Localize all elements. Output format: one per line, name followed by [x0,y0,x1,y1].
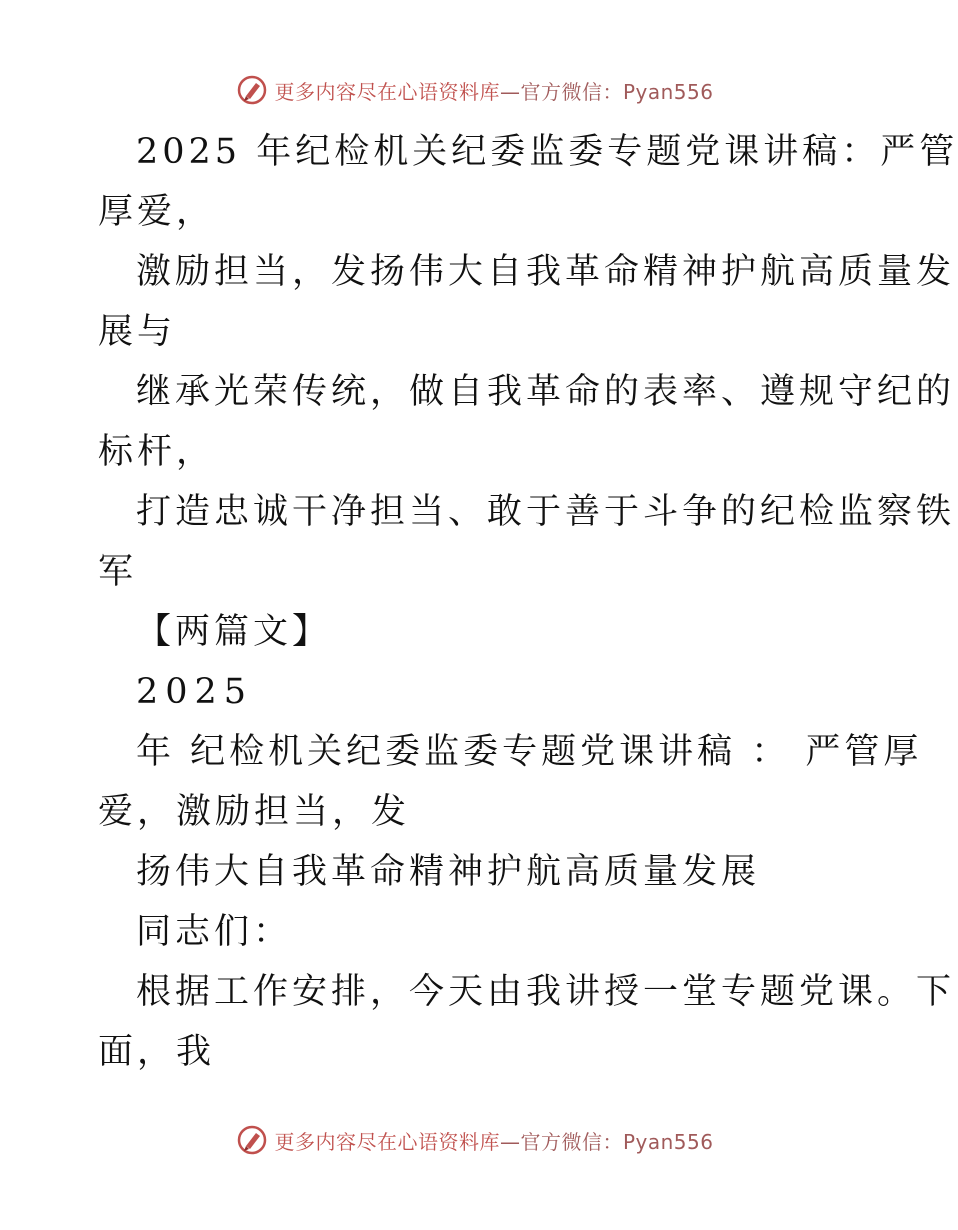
title-line-8: 军 [98,552,138,592]
year-line: 2025 [136,672,254,712]
section-label: 【两篇文】 [136,612,332,652]
title-line-5: 继承光荣传统，做自我革命的表率、遵规守纪的 [136,372,956,412]
title-line-7: 打造忠诚干净担当、敢于善于斗争的纪检监察铁 [136,492,956,532]
document-body [98,122,958,1082]
pen-logo-icon [236,74,268,106]
subtitle-line-1: 年 纪检机关纪委监委专题党课讲稿 ： 严管厚 [136,732,923,772]
title-line-1: 2025 年纪检机关纪委监委专题党课讲稿：严管 [136,132,958,172]
subtitle-line-3: 扬伟大自我革命精神护航高质量发展 [136,852,761,892]
footer-watermark [0,1120,950,1160]
subtitle-line-2: 爱，激励担当，发 [98,792,411,832]
body-line-2: 面，我 [98,1032,216,1072]
pen-logo-icon [236,1124,268,1156]
header-watermark [0,70,950,110]
title-line-4: 展与 [98,312,177,352]
watermark-text: 更多内容尽在心语资料库—官方微信：Pyan556 [274,79,714,104]
title-line-2: 厚爱， [98,192,216,232]
body-line-1: 根据工作安排，今天由我讲授一堂专题党课。下 [136,972,956,1012]
title-line-6: 标杆， [98,432,216,472]
title-line-3: 激励担当，发扬伟大自我革命精神护航高质量发 [136,252,956,292]
salutation: 同志们： [136,912,293,952]
watermark-text: 更多内容尽在心语资料库—官方微信：Pyan556 [274,1129,714,1154]
